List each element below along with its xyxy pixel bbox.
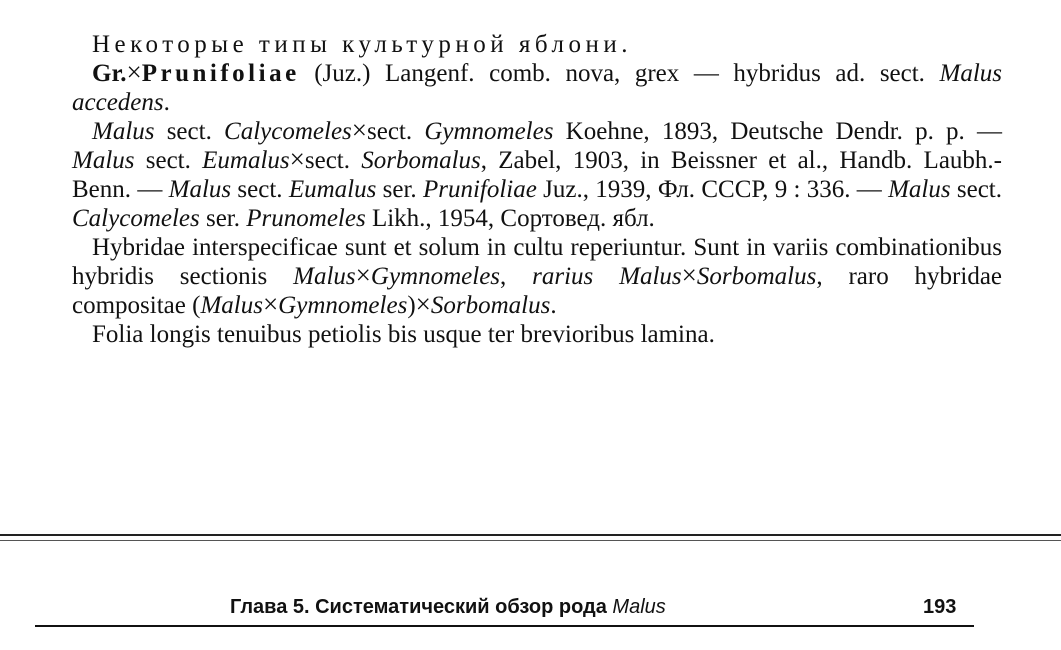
- syn-taxon: Sorbomalus: [361, 147, 481, 174]
- cross-symbol: ×: [262, 289, 279, 319]
- grex-prefix: Gr.: [92, 60, 127, 87]
- hybrid-paragraph: [72, 233, 1002, 320]
- cross-symbol: ×: [681, 260, 697, 290]
- syn-text: sect.: [154, 118, 225, 145]
- syn-text: ser.: [199, 205, 247, 232]
- syn-genus: Malus: [72, 147, 135, 174]
- grex-period: .: [163, 89, 170, 116]
- syn-text: sect.: [367, 118, 425, 145]
- cross-symbol: ×: [289, 144, 305, 174]
- hyb-taxon: rarius Malus: [532, 263, 682, 290]
- syn-text: sect.: [304, 147, 362, 174]
- cross-symbol: ×: [415, 289, 431, 319]
- cross-symbol: ×: [355, 260, 371, 290]
- syn-taxon: Calycomeles: [224, 118, 352, 145]
- syn-text: sect.: [134, 147, 203, 174]
- synonymy-paragraph: [72, 117, 1002, 233]
- folia-paragraph: Folia longis tenuibus petiolis bis usque ter brevioribus lamina.: [92, 321, 715, 348]
- syn-taxon: Prunifoliae: [422, 176, 537, 203]
- cross-symbol: ×: [351, 115, 367, 145]
- syn-text: ser.: [376, 176, 423, 203]
- syn-genus: Malus: [92, 118, 155, 145]
- running-head-rule: [35, 625, 974, 627]
- chapter-title-genus: Malus: [612, 596, 666, 618]
- syn-citation: Koehne, 1893, Deutsche Dendr. p. p. —: [553, 118, 1002, 145]
- section-heading: Некоторые типы культурной яблони.: [92, 31, 632, 58]
- hyb-genus: Malus: [293, 263, 356, 290]
- main-text: [72, 30, 1002, 349]
- hyb-text: .: [550, 292, 557, 319]
- hyb-text: ,: [500, 263, 533, 290]
- syn-taxon: Prunomeles: [246, 205, 366, 232]
- grex-authority: (Juz.) Langenf. comb. nova, grex — hybridus ad. sect.: [299, 60, 940, 87]
- page-divider-thin: [0, 540, 1061, 541]
- hyb-text: Hybridae interspecificae sunt et solum in cultu reperiuntur. Sunt in variis combinationibus hybridis sectionis: [72, 234, 1002, 290]
- syn-genus: Malus: [168, 176, 232, 203]
- running-head-title: [230, 596, 666, 619]
- running-head: [0, 596, 1061, 626]
- hyb-taxon: Sorbomalus: [430, 292, 551, 319]
- syn-taxon: Eumalus: [202, 147, 290, 174]
- syn-taxon: Calycomeles: [72, 205, 200, 232]
- hyb-taxon: Sorbomalus: [696, 263, 817, 290]
- syn-text: sect.: [950, 176, 1002, 203]
- syn-citation: Likh., 1954, Сортовед. ябл.: [365, 205, 655, 232]
- hyb-taxon: Gymnomeles: [278, 292, 408, 319]
- page-divider-thick: [0, 534, 1061, 536]
- cross-symbol: ×: [126, 57, 142, 87]
- syn-taxon: Eumalus: [288, 176, 377, 203]
- hyb-genus: Malus: [200, 292, 263, 319]
- hyb-text: ): [407, 292, 416, 319]
- hyb-text: , raro hybridae compositae (: [72, 263, 1003, 319]
- syn-citation: , Zabel, 1903, in Beissner et al., Handb. Laubh.-Benn. —: [72, 147, 1002, 203]
- syn-genus: Malus: [888, 176, 951, 203]
- chapter-title-text: Глава 5. Систематический обзор рода: [230, 596, 613, 618]
- grex-name: Prunifoliae: [141, 60, 300, 87]
- syn-taxon: Gymnomeles: [424, 118, 554, 145]
- grex-accedens: Malus accedens: [72, 60, 1002, 116]
- grex-paragraph: [72, 59, 1002, 117]
- page-number: 193: [923, 596, 957, 618]
- syn-text: sect.: [231, 176, 289, 203]
- hyb-taxon: Gymnomeles: [370, 263, 501, 290]
- syn-citation: Juz., 1939, Фл. СССР, 9 : 336. —: [536, 176, 889, 203]
